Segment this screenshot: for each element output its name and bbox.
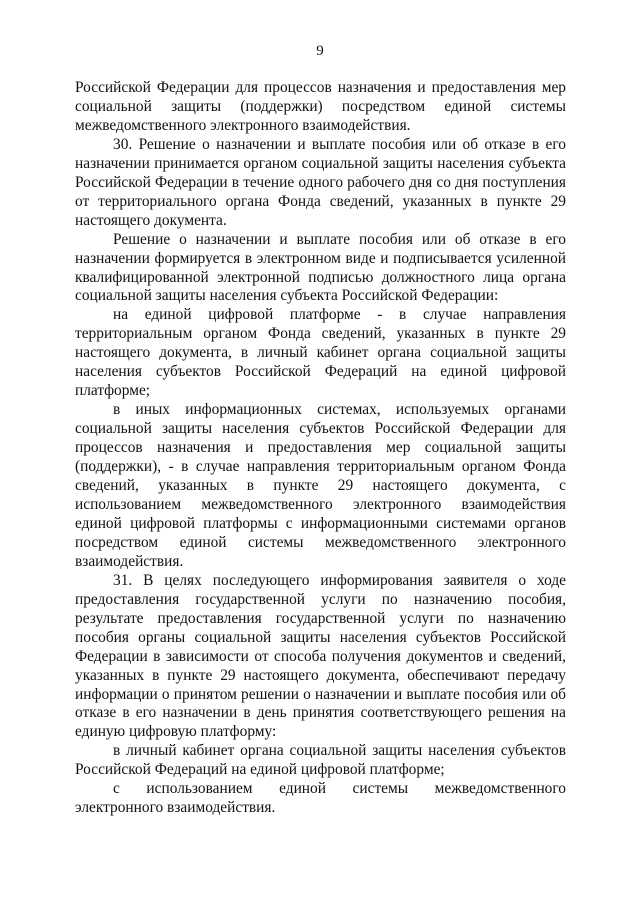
paragraph-item-31: 31. В целях последующего информирования заявителя о ходе предоставления государственной услуги по назначению пособия, результате предоставления государственной услуги по назначению пособия органы социальной защиты населения субъектов Российской Федерации в зависимости от способа получения документов и сведений, указанных в пункте 29 настоящего документа, обеспечивают передачу информации о принятом решении о назначении и выплате пособия или об отказе в его назначении в день принятия соответствующего решения на единую цифровую платформу: bbox=[75, 571, 566, 741]
document-body bbox=[75, 79, 566, 818]
page-number: 9 bbox=[316, 43, 324, 59]
list-item-digital-platform: на единой цифровой платформе - в случае направления территориальным органом Фонда сведений, указанных в пункте 29 настоящего документа, в личный кабинет органа социальной защиты населения субъектов Российской Федераций на единой цифровой платформе; bbox=[75, 306, 566, 400]
list-item-other-systems: в иных информационных системах, используемых органами социальной защиты населения субъектов Российской Федерации для процессов назначения и предоставления мер социальной защиты (поддержки), - в случае направления территориальным органом Фонда сведений, указанных в пункте 29 настоящего документа, с использованием межведомственного электронного взаимодействия единой цифровой платформы с информационными системами органов посредством единой системы межведомственного электронного взаимодействия. bbox=[75, 401, 566, 570]
paragraph-decision-form: Решение о назначении и выплате пособия или об отказе в его назначении формируется в электронном виде и подписывается усиленной квалифицированной электронной подписью должностного лица органа социальной защиты населения субъекта Российской Федерации: bbox=[75, 230, 566, 305]
paragraph-item-30: 30. Решение о назначении и выплате пособия или об отказе в его назначении принимается органом социальной защиты населения субъекта Российской Федерации в течение одного рабочего дня со дня поступления от территориального органа Фонда сведений, указанных в пункте 29 настоящего документа. bbox=[75, 135, 566, 229]
paragraph-continuation: Российской Федерации для процессов назначения и предоставления мер социальной защиты (поддержки) посредством единой системы межведомственного электронного взаимодействия. bbox=[75, 79, 566, 134]
list-item-smev: с использованием единой системы межведомственного электронного взаимодействия. bbox=[75, 780, 566, 817]
list-item-personal-cabinet: в личный кабинет органа социальной защиты населения субъектов Российской Федераций на единой цифровой платформе; bbox=[75, 742, 566, 779]
